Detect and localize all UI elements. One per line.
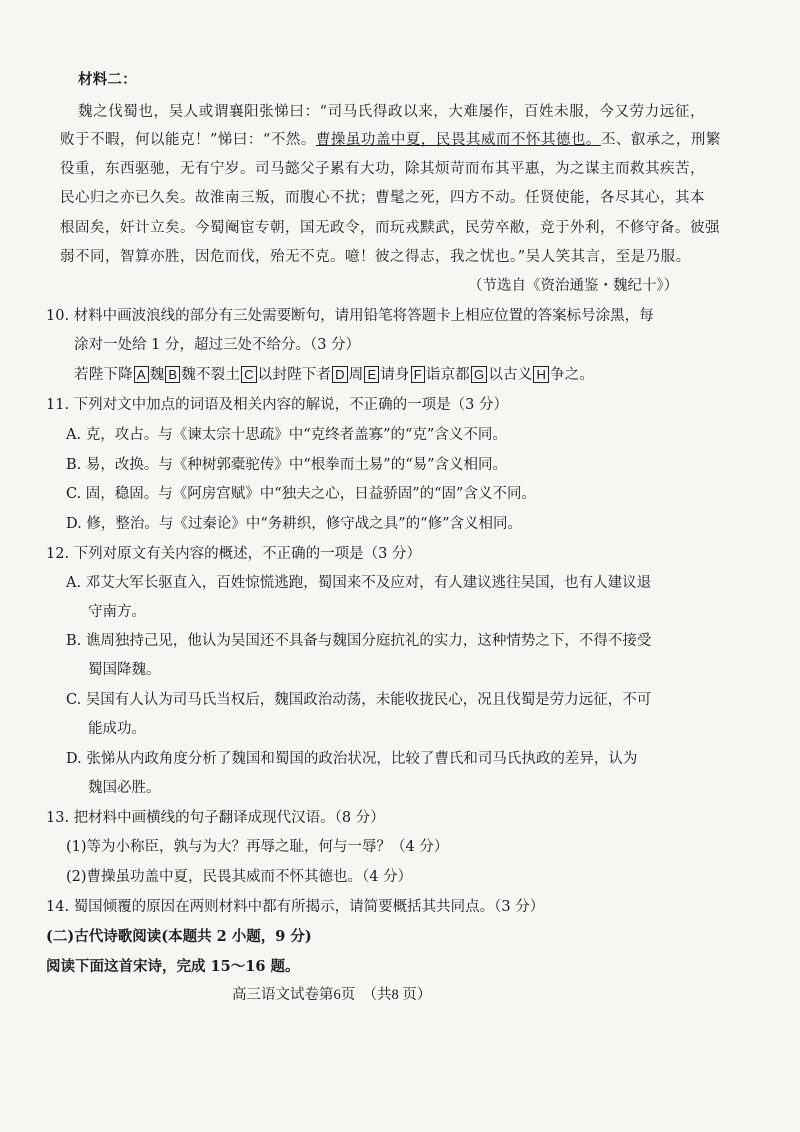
q11-option-d: D. 修，整治。与《过秦论》中“务耕织，修守战之具”的“修”含义相同。 <box>66 516 522 532</box>
material-line-4: 民心归之亦已久矣。故淮南三叛，而腹心不扰；曹髦之死，四方不动。任贤使能，各尽其心，其本 <box>60 190 705 206</box>
q11-option-c: C. 固，稳固。与《阿房宫赋》中“独夫之心，日益骄固”的“固”含义不同。 <box>66 486 536 502</box>
q13-item-2: (2)曹操虽功盖中夏，民畏其威而不怀其德也。（4 分） <box>66 869 413 885</box>
q12-option-c-cont: 能成功。 <box>88 721 146 737</box>
page-footer: 高三语文试卷第6页 （共8 页） <box>232 987 432 1003</box>
material-line-6: 弱不同，智算亦胜，因危而伐，殆无不克。噫！彼之得志，我之忧也。”吴人笑其言，至是乃服。 <box>60 249 691 265</box>
q10-box-g[interactable]: G <box>471 366 487 383</box>
q12-option-d: D. 张悌从内政角度分析了魏国和蜀国的政治状况，比较了曹氏和司马氏执政的差异，认为 <box>66 751 638 767</box>
material-line-2-a: 败于不暇，何以能克！”悌曰：“不然。 <box>60 132 316 148</box>
section-heading: (二)古代诗歌阅读(本题共 2 小题，9 分) <box>46 928 312 945</box>
q10-seg: 诣京都 <box>425 367 471 383</box>
q12-option-a-cont: 守南方。 <box>88 604 146 620</box>
q12-option-b-cont: 蜀国降魏。 <box>88 662 161 678</box>
q10-box-d[interactable]: D <box>332 366 348 383</box>
q10-seg: 若陛下降 <box>74 367 133 383</box>
material-line-1: 魏之伐蜀也，吴人或谓襄阳张悌曰：“司马氏得政以来，大难屡作，百姓未服，今又劳力远征， <box>78 104 706 120</box>
q10-stem-line-2: 涂对一处给 1 分，超过三处不给分。（3 分） <box>74 337 361 353</box>
q13-stem: 13. 把材料中画横线的句子翻译成现代汉语。（8 分） <box>46 810 385 826</box>
q11-option-b: B. 易，改换。与《种树郭橐驼传》中“根拳而土易”的“易”含义相同。 <box>66 457 508 473</box>
q10-seg: 周 <box>348 367 364 383</box>
q10-box-b[interactable]: B <box>165 366 180 383</box>
q10-seg: 请身 <box>380 367 410 383</box>
q10-stem-line-1: 10. 材料中画波浪线的部分有三处需要断句，请用铅笔将答题卡上相应位置的答案标号涂黑，每 <box>46 308 654 324</box>
material-source: （节选自《资治通鉴・魏纪十》） <box>468 278 679 294</box>
q12-stem: 12. 下列对原文有关内容的概述，不正确的一项是（3 分） <box>46 546 422 562</box>
q12-option-c: C. 吴国有人认为司马氏当权后，魏国政治动荡，未能收拢民心，况且伐蜀是劳力远征，不可 <box>66 692 652 708</box>
material-line-3: 役重，东西驱驰，无有宁岁。司马懿父子累有大功，除其烦苛而布其平惠，为之谋主而救其疾苦， <box>60 161 705 177</box>
q10-box-f[interactable]: F <box>411 366 425 383</box>
q10-seg: 魏不裂土 <box>181 367 241 383</box>
q10-box-a[interactable]: A <box>134 366 149 383</box>
q14-stem: 14. 蜀国倾覆的原因在两则材料中都有所揭示，请简要概括其共同点。（3 分） <box>46 899 545 915</box>
q11-option-a: A. 克，攻占。与《谏太宗十思疏》中“克终者盖寡”的“克”含义不同。 <box>66 427 507 443</box>
q10-box-c[interactable]: C <box>241 366 257 383</box>
q10-seg: 魏 <box>149 367 165 383</box>
q10-seg: 以封陛下者 <box>257 367 332 383</box>
section-instruction: 阅读下面这首宋诗，完成 15～16 题。 <box>46 958 300 975</box>
q10-seg: 争之。 <box>550 367 595 383</box>
material-line-5: 根固矣，奸计立矣。今蜀阉宦专朝，国无政令，而玩戎黩武，民劳卒敝，竞于外利，不修守备。彼强 <box>60 220 720 236</box>
q10-segmented-sentence <box>74 365 594 385</box>
q10-seg: 以古义 <box>488 367 533 383</box>
q12-option-d-cont: 魏国必胜。 <box>88 780 161 796</box>
q13-item-1: (1)等为小称臣，孰与为大？再辱之耻，何与一辱？（4 分） <box>66 839 449 855</box>
material-line-2 <box>60 130 721 150</box>
q12-option-a: A. 邓艾大军长驱直入，百姓惊慌逃跑，蜀国来不及应对，有人建议逃往吴国，也有人建议退 <box>66 575 652 591</box>
q10-box-h[interactable]: H <box>533 366 549 383</box>
q10-box-e[interactable]: E <box>364 366 379 383</box>
q12-option-b: B. 谯周独持己见，他认为吴国还不具备与魏国分庭抗礼的实力，这种情势之下，不得不接受 <box>66 633 652 649</box>
material-heading: 材料二： <box>78 71 137 88</box>
underlined-sentence: 曹操虽功盖中夏，民畏其威而不怀其德也。 <box>315 132 601 148</box>
material-line-2-c: 丕、叡承之，刑繁 <box>600 132 721 148</box>
q11-stem: 11. 下列对文中加点的词语及相关内容的解说，不正确的一项是（3 分） <box>46 397 509 413</box>
